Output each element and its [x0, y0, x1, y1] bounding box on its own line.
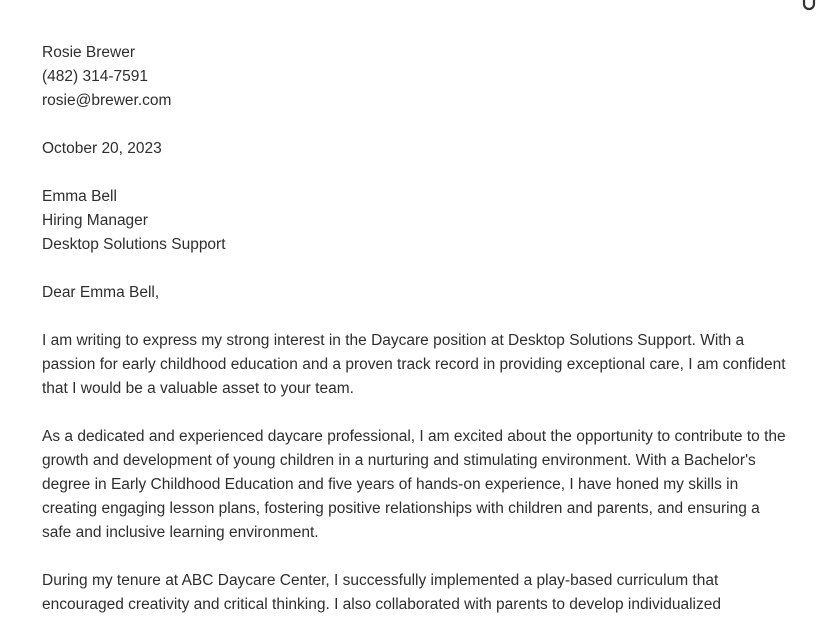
clip-icon — [802, 0, 816, 14]
recipient-company: Desktop Solutions Support — [42, 236, 226, 253]
body-paragraph-1: I am writing to express my strong interest in the Daycare position at Desktop Solutions Support. With a passion for early childhood education and a proven track record in providing exceptional care, I am confident that I would be a valuable asset to your team. — [42, 332, 786, 397]
cover-letter — [42, 41, 790, 620]
recipient-block — [42, 185, 790, 257]
sender-phone: (482) 314-7591 — [42, 68, 148, 85]
salutation-block — [42, 281, 790, 305]
date-block — [42, 137, 790, 161]
sender-name: Rosie Brewer — [42, 44, 136, 61]
body-paragraph-2: As a dedicated and experienced daycare professional, I am excited about the opportunity to contribute to the growth and development of young children in a nurturing and stimulating environment. With a Bachelor's degree in Early Childhood Education and five years of hands-on experience, I have honed my skills in creating engaging lesson plans, fostering positive relationships with children and parents, and ensuring a safe and inclusive learning environment. — [42, 428, 786, 541]
sender-block — [42, 41, 790, 113]
letter-date: October 20, 2023 — [42, 140, 162, 157]
recipient-name: Emma Bell — [42, 188, 117, 205]
body-paragraph-3: During my tenure at ABC Daycare Center, I successfully implemented a play-based curriculum that encouraged creativity and critical thinking. I also collaborated with parents to develop individualized — [42, 572, 721, 613]
sender-email: rosie@brewer.com — [42, 92, 172, 109]
salutation: Dear Emma Bell, — [42, 284, 160, 301]
recipient-title: Hiring Manager — [42, 212, 148, 229]
